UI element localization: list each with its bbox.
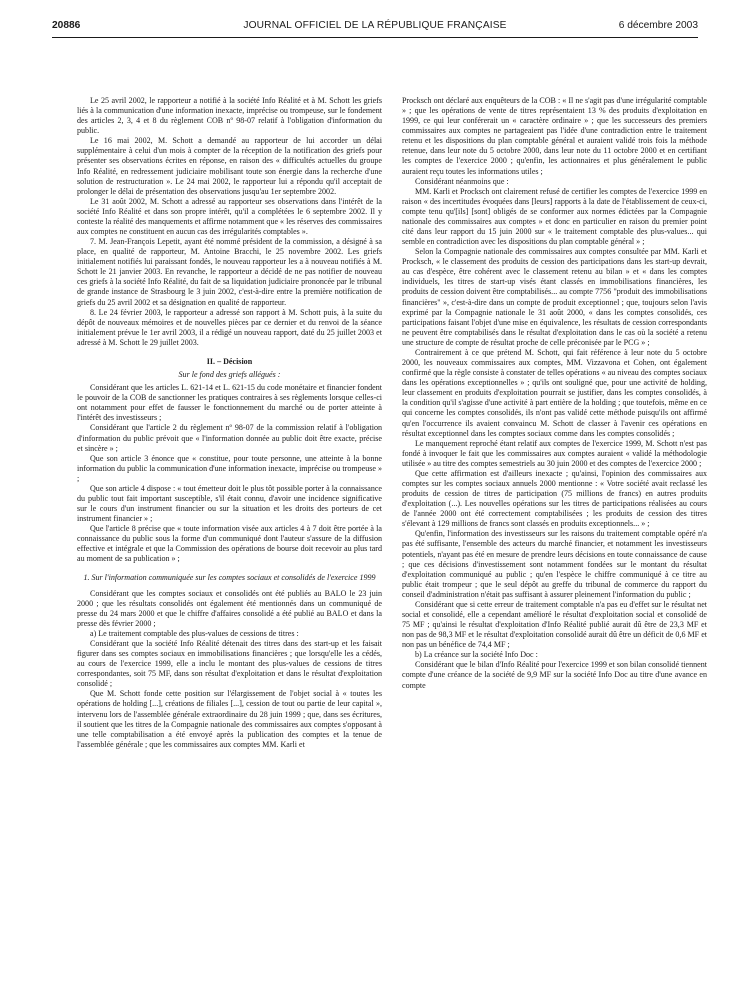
paragraph: Le 16 mai 2002, M. Schott a demandé au rapporteur de lui accorder un délai supplémentaire à celui d'un mois à compter de la réception de la notification des griefs pour présenter ses observations écrites en réponse, en raison des « difficultés actuelles du groupe Info Réalité, en redressement judiciaire mobilisant toute son énergie dans la recherche d'une solution de restructuration ». Le 24 mai 2002, le rapporteur lui a répondu qu'il acceptait de prolonger le délai de présentation des observations jusqu'au 1er septembre 2002.: [77, 136, 382, 196]
paragraph: Que cette affirmation est d'ailleurs inexacte ; qu'ainsi, l'opinion des commissaires aux comptes sur les comptes sociaux annuels 2000 mentionne : « Votre société avait reclassé les produits de cession de titres de participation (75 millions de francs) en autres produits d'exploitation (...). Les nouvelles opérations sur les titres de participations réalisées au cours de l'année 2000 ont été correctement comptabilisées ; les produits de cession des titres s'élevant à 129 millions de francs sont classés en produits exceptionnels... » ;: [402, 468, 707, 529]
header-rule: [52, 37, 698, 38]
paragraph: Selon la Compagnie nationale des commissaires aux comptes consultée par MM. Karli et Procksch, « le classement des produits de cession des participations dans les start-up devrait, au cas d'espèce, être cohérent avec le classement retenu au bilan » et « dans les comptes individuels, les titres de start-up visés étant classés en immobilisations financières, les produits de cession doivent être comptabilisés... au compte 7756 "produit des immobilisations financières" », c'est-à-dire dans un compte de produit exceptionnel ; que, toujours selon l'avis exprimé par la Compagnie nationale le 31 août 2000, « dans les comptes consolidés, ces participations faisant l'objet d'une mise en équivalence, les résultats de cession correspondants ne peuvent être comptabilisés dans le résultat d'exploitation dans le cas où la société a retenu une structure de compte de résultat proche de celle préconisée par le PCG » ;: [402, 247, 707, 347]
paragraph: Que son article 4 dispose : « tout émetteur doit le plus tôt possible porter à la connaissance du public tout fait important susceptible, s'il était connu, d'avoir une incidence significative sur le cours d'un instrument financier ou sur la situation et les droits des porteurs de cet instrument financier » ;: [77, 483, 382, 524]
paragraph: Le manquement reproché étant relatif aux comptes de l'exercice 1999, M. Schott n'est pas fondé à invoquer le fait que les commissaires aux comptes auraient « validé la méthodologie utilisée » au titre des comptes semestriels au 30 juin 2000 et des comptes de l'exercice 2000 ;: [402, 438, 707, 468]
paragraph: 8. Le 24 février 2003, le rapporteur a adressé son rapport à M. Schott puis, à la suite du dépôt de nouveaux mémoires et de nouvelles pièces par ce dernier et du renvoi de la séance initialement prévue le 1er avril 2003, il a rédigé un nouveau rapport, daté du 25 juillet 2003 et adressé à M. Schott le 29 juillet 2003.: [77, 307, 382, 347]
paragraph: Considérant que si cette erreur de traitement comptable n'a pas eu d'effet sur le résultat net social et consolidé, elle a cependant amélioré le résultat d'exploitation social et consolidé de 75 MF ; qu'ainsi le résultat d'exploitation d'Info Réalité publié aurait dû être de 23,3 MF et non pas de 98,3 MF et le résultat d'exploitation consolidé aurait dû être un déficit de 0,6 MF et non pas un bénéfice de 74,4 MF ;: [402, 599, 707, 650]
paragraph: b) La créance sur la société Info Doc :: [415, 650, 538, 660]
page-header: [52, 19, 698, 33]
paragraph: Qu'enfin, l'information des investisseurs sur les raisons du traitement comptable opéré n'a pas été suffisante, l'ensemble des acteurs du marché financier, et notamment les investisseurs potentiels, n'ayant pas été en mesure de prendre leurs décisions en toute connaissance de cause ; que ces décisions d'investissement sont notamment fondées sur le montant du résultat d'exploitation communiqué au public ; qu'en l'espèce le chiffre communiqué à ce titre au public était trompeur ; que le seul dépôt au greffe du tribunal de commerce du rapport du conseil d'administration n'était pas suffisant à assurer pleinement l'information du public ;: [402, 529, 707, 599]
paragraph: Considérant que la société Info Réalité détenait des titres dans des start-up et les faisait figurer dans ses comptes sociaux en immobilisations financières ; que lorsqu'elle les a cédés, au cours de l'exercice 1999, elle a inclu le montant des plus-values de cessions de titres correspondantes, soit 75 MF, dans son résultat d'exploitation et dans le résultat d'exploitation consolidé ;: [77, 638, 382, 689]
paragraph: Que M. Schott fonde cette position sur l'élargissement de l'objet social à « toutes les opérations de holding [...], créations de filiales [...], cession de tout ou partie de leur capital », intervenu lors de l'assemblée générale extraordinaire du 28 juin 1999 ; que, dans ses écritures, il soutient que les titres de la Compagnie nationale des commissaires aux comptes s'opposant à une telle comptabilisation a été envoyé après la publication des comptes et la tenue de l'assemblée générale ; que les commissaires aux comptes MM. Karli et: [77, 689, 382, 749]
paragraph: MM. Karli et Procksch ont clairement refusé de certifier les comptes de l'exercice 1999 en raison « des incertitudes évoquées dans [leurs] rapports à la date de l'établissement de ceux-ci, compte tenu qu'[ils] [sont] obligés de se conformer aux normes édictées par la Compagnie nationale des commissaires aux comptes » et donc en particulier en raison du premier point cité dans leur rapport du 15 juin 2000 sur « le traitement comptable des plus-values... qui semble en contradiction avec les dispositions du plan comptable général » ;: [402, 186, 707, 247]
paragraph: Le 31 août 2002, M. Schott a adressé au rapporteur ses observations dans l'intérêt de la société Info Réalité et dans son propre intérêt, qu'il a complétées le 6 septembre 2002. Il y conteste la réalité des manquements et affirme notamment que « les réserves des commissaires aux comptes ne constituent en aucun cas des irrégularités comptables ».: [77, 196, 382, 237]
section-title: II. – Décision: [206, 356, 253, 366]
journal-title: JOURNAL OFFICIEL DE LA RÉPUBLIQUE FRANÇAISE: [243, 20, 507, 31]
paragraph: Que son article 3 énonce que « constitue, pour toute personne, une atteinte à la bonne information du public la communication d'une information inexacte, imprécise ou trompeuse » ;: [77, 453, 382, 483]
paragraph: 7. M. Jean-François Lepetit, ayant été nommé président de la commission, a désigné à sa place, en qualité de rapporteur, M. Antoine Bracchi, le 25 novembre 2002. Les griefs initialement notifiés lui paraissant fondés, le nouveau rapporteur les a à nouveau notifiés à M. Schott le 21 janvier 2003. En revanche, le rapporteur a décidé de ne pas notifier de nouveau ces griefs à la société Info Réalité, du fait de sa liquidation judiciaire prononcée par le tribunal de grande instance de Strasbourg le 3 juin 2002, c'est-à-dire entre la première notification de griefs du 25 avril 2002 et sa désignation en qualité de rapporteur.: [77, 237, 382, 307]
left-column: [77, 96, 382, 750]
paragraph: a) Le traitement comptable des plus-values de cessions de titres :: [90, 628, 299, 638]
paragraph: Considérant que les articles L. 621-14 et L. 621-15 du code monétaire et financier fondent le pouvoir de la COB de sanctionner les pratiques contraires à ses règlements lorsque celles-ci ont notamment pour effet de fausser le fonctionnement du marché ou de porter atteinte à l'intérêt des investisseurs ;: [77, 383, 382, 423]
paragraph: Procksch ont déclaré aux enquêteurs de la COB : « Il ne s'agit pas d'une irrégularité comptable » ; que les opérations de vente de titres représentaient 13 % des produits d'exploitation en 1999, ce qui leur conférerait un « caractère ordinaire » ; que les successeurs des premiers commissaires aux comptes ne partageaient pas l'idée d'une contradiction entre le traitement retenu et les dispositions du plan comptable général et auraient validé trois fois la méthode retenue, dans leur note du 5 octobre 2000, dans leur note du 11 octobre 2000 et en certifiant les comptes de l'exercice 2000 ; qu'enfin, les actionnaires et plus généralement le public auraient reçu toutes les informations utiles ;: [402, 96, 707, 176]
right-column: [402, 96, 707, 691]
issue-date: 6 décembre 2003: [618, 20, 698, 31]
paragraph: Contrairement à ce que prétend M. Schott, qui fait référence à leur note du 5 octobre 2000, les nouveaux commissaires aux comptes, MM. Vizzavona et Cohen, ont également confirmé que la règle consiste à constater de telles opérations « au niveau des comptes sociaux dans les opérations exceptionnelles » ; qu'ils ont souligné que, pour une activité de holding, leur classement en produits d'exploitation pourrait se justifier, dans les comptes consolidés, à la condition qu'il s'agisse d'une activité à part entière de la holding ; que toutefois, même en ce qui concerne les comptes consolidés, ils n'ont pas validé cette méthode puisqu'ils ont affirmé qu'en l'occurrence ils avaient convaincu M. Schott de classer à l'avenir ces opérations en résultat exceptionnel dans les comptes sociaux comme dans les comptes consolidés ;: [402, 347, 707, 438]
paragraph: Considérant que le bilan d'Info Réalité pour l'exercice 1999 et son bilan consolidé tiennent compte d'une créance de la société de 9,9 MF sur la société Info Doc au titre d'une avance en compte: [402, 660, 707, 690]
section-subtitle: Sur le fond des griefs allégués :: [178, 370, 281, 380]
subsection-title: 1. Sur l'information communiquée sur les comptes sociaux et consolidés de l'exercice 1999: [83, 572, 376, 582]
paragraph: Le 25 avril 2002, le rapporteur a notifié à la société Info Réalité et à M. Schott les griefs liés à la communication d'une information inexacte, imprécise ou trompeuse, sur le fondement des articles 2, 3, 4 et 8 du règlement COB nº 98-07 relatif à l'obligation d'information du public.: [77, 96, 382, 136]
paragraph: Considérant que l'article 2 du règlement nº 98-07 de la commission relatif à l'obligation d'information du public prévoit que « l'information donnée au public doit être exacte, précise et sincère » ;: [77, 423, 382, 453]
paragraph: Considérant que les comptes sociaux et consolidés ont été publiés au BALO le 23 juin 2000 ; que les résultats consolidés ont également été mentionnés dans un communiqué de presse du 24 mars 2000 et que le chiffre d'affaires consolidé a été publié au BALO et dans la presse dès février 2000 ;: [77, 588, 382, 628]
paragraph: Considérant néanmoins que :: [415, 176, 509, 186]
paragraph: Que l'article 8 précise que « toute information visée aux articles 4 à 7 doit être portée à la connaissance du public sous la forme d'un communiqué dont l'auteur s'assure de la diffusion effective et intégrale et que la Commission des opérations de bourse doit recevoir au plus tard au moment de sa publication » ;: [77, 524, 382, 564]
page-number: 20886: [52, 20, 81, 31]
